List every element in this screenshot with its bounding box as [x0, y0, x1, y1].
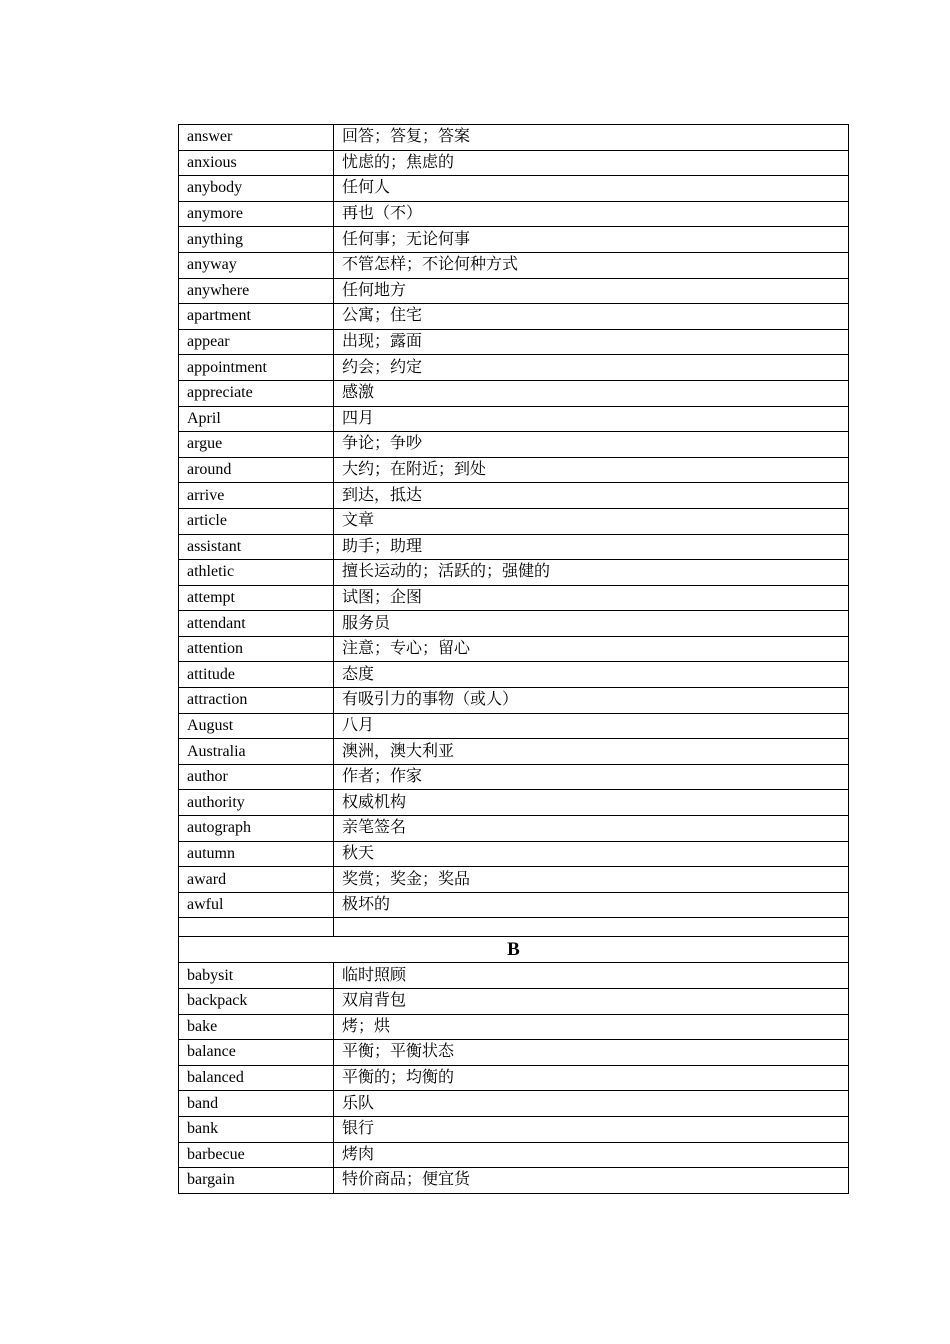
vocab-meaning: 特价商品；便宜货: [334, 1168, 849, 1194]
vocab-meaning: 双肩背包: [334, 989, 849, 1015]
vocabulary-table: [178, 124, 849, 1194]
vocab-word: anywhere: [179, 278, 334, 304]
vocab-word: bake: [179, 1014, 334, 1040]
vocab-meaning: 擅长运动的；活跃的；强健的: [334, 560, 849, 586]
vocab-row: [179, 457, 849, 483]
vocab-word: answer: [179, 125, 334, 151]
vocab-row: [179, 1040, 849, 1066]
vocab-meaning: 有吸引力的事物（或人）: [334, 688, 849, 714]
vocab-meaning: 再也（不）: [334, 201, 849, 227]
vocab-word: August: [179, 713, 334, 739]
vocab-row: [179, 841, 849, 867]
vocab-row: [179, 989, 849, 1015]
vocab-meaning: 大约；在附近；到处: [334, 457, 849, 483]
vocab-row: [179, 252, 849, 278]
vocab-word: April: [179, 406, 334, 432]
vocab-row: [179, 329, 849, 355]
vocab-row: [179, 713, 849, 739]
vocab-meaning: 权威机构: [334, 790, 849, 816]
vocab-word: anymore: [179, 201, 334, 227]
vocab-row: [179, 227, 849, 253]
vocab-meaning: 不管怎样；不论何种方式: [334, 252, 849, 278]
vocab-word: around: [179, 457, 334, 483]
vocab-meaning: 秋天: [334, 841, 849, 867]
vocab-word: apartment: [179, 304, 334, 330]
vocab-word: barbecue: [179, 1142, 334, 1168]
vocab-word: band: [179, 1091, 334, 1117]
blank-row: [179, 918, 849, 937]
vocab-meaning: 四月: [334, 406, 849, 432]
vocab-word: article: [179, 508, 334, 534]
vocab-row: [179, 534, 849, 560]
vocab-row: [179, 355, 849, 381]
vocab-word: anxious: [179, 150, 334, 176]
vocab-row: [179, 1065, 849, 1091]
vocab-meaning: 态度: [334, 662, 849, 688]
vocab-meaning: 约会；约定: [334, 355, 849, 381]
vocab-row: [179, 1091, 849, 1117]
vocab-meaning: 忧虑的；焦虑的: [334, 150, 849, 176]
vocab-word: Australia: [179, 739, 334, 765]
section-heading: B: [179, 937, 849, 963]
vocab-row: [179, 611, 849, 637]
vocab-meaning: 八月: [334, 713, 849, 739]
vocab-row: [179, 662, 849, 688]
vocab-row: [179, 790, 849, 816]
vocab-row: [179, 1168, 849, 1194]
vocab-word: anyway: [179, 252, 334, 278]
vocab-word: balance: [179, 1040, 334, 1066]
vocab-word: argue: [179, 432, 334, 458]
vocab-meaning: 出现；露面: [334, 329, 849, 355]
vocab-row: [179, 150, 849, 176]
vocab-meaning: 澳洲，澳大利亚: [334, 739, 849, 765]
vocab-word: appointment: [179, 355, 334, 381]
vocab-meaning: 感激: [334, 380, 849, 406]
vocab-word: autumn: [179, 841, 334, 867]
vocab-meaning: 回答；答复；答案: [334, 125, 849, 151]
vocab-row: [179, 406, 849, 432]
vocab-word: anybody: [179, 176, 334, 202]
vocab-row: [179, 508, 849, 534]
vocab-meaning: 平衡的；均衡的: [334, 1065, 849, 1091]
vocab-word: attitude: [179, 662, 334, 688]
vocab-word: assistant: [179, 534, 334, 560]
vocab-row: [179, 963, 849, 989]
vocab-word: bargain: [179, 1168, 334, 1194]
vocab-word: bank: [179, 1116, 334, 1142]
section-heading-row: [179, 937, 849, 963]
vocab-row: [179, 764, 849, 790]
vocab-word: attendant: [179, 611, 334, 637]
vocab-word: appreciate: [179, 380, 334, 406]
vocab-word: athletic: [179, 560, 334, 586]
vocab-row: [179, 432, 849, 458]
vocab-word: backpack: [179, 989, 334, 1015]
blank-cell: [334, 918, 849, 937]
vocab-word: babysit: [179, 963, 334, 989]
vocab-word: autograph: [179, 816, 334, 842]
vocab-meaning: 试图；企图: [334, 585, 849, 611]
blank-cell: [179, 918, 334, 937]
vocab-row: [179, 380, 849, 406]
vocab-row: [179, 739, 849, 765]
vocab-word: arrive: [179, 483, 334, 509]
vocab-row: [179, 1142, 849, 1168]
vocab-row: [179, 688, 849, 714]
vocab-word: award: [179, 867, 334, 893]
vocab-row: [179, 176, 849, 202]
vocab-word: balanced: [179, 1065, 334, 1091]
vocab-meaning: 极坏的: [334, 892, 849, 918]
vocab-row: [179, 201, 849, 227]
vocab-word: awful: [179, 892, 334, 918]
vocab-row: [179, 304, 849, 330]
vocab-row: [179, 585, 849, 611]
vocab-meaning: 临时照顾: [334, 963, 849, 989]
vocab-meaning: 助手；助理: [334, 534, 849, 560]
vocab-word: author: [179, 764, 334, 790]
vocab-row: [179, 483, 849, 509]
vocab-meaning: 任何人: [334, 176, 849, 202]
vocab-row: [179, 1014, 849, 1040]
vocab-meaning: 平衡；平衡状态: [334, 1040, 849, 1066]
vocab-word: attraction: [179, 688, 334, 714]
vocab-meaning: 亲笔签名: [334, 816, 849, 842]
vocabulary-table-body: [179, 125, 849, 1194]
vocab-row: [179, 560, 849, 586]
vocab-meaning: 奖赏；奖金；奖品: [334, 867, 849, 893]
vocab-meaning: 任何事；无论何事: [334, 227, 849, 253]
vocab-word: authority: [179, 790, 334, 816]
vocab-meaning: 作者；作家: [334, 764, 849, 790]
vocab-meaning: 争论；争吵: [334, 432, 849, 458]
vocab-row: [179, 892, 849, 918]
vocab-meaning: 乐队: [334, 1091, 849, 1117]
vocab-word: anything: [179, 227, 334, 253]
vocab-meaning: 任何地方: [334, 278, 849, 304]
vocab-row: [179, 816, 849, 842]
vocab-meaning: 文章: [334, 508, 849, 534]
vocab-meaning: 烤；烘: [334, 1014, 849, 1040]
vocab-meaning: 烤肉: [334, 1142, 849, 1168]
vocab-row: [179, 1116, 849, 1142]
vocab-word: attention: [179, 636, 334, 662]
vocab-row: [179, 278, 849, 304]
vocab-row: [179, 636, 849, 662]
vocab-meaning: 服务员: [334, 611, 849, 637]
vocab-row: [179, 125, 849, 151]
vocab-meaning: 银行: [334, 1116, 849, 1142]
vocab-word: attempt: [179, 585, 334, 611]
vocab-word: appear: [179, 329, 334, 355]
vocab-meaning: 公寓；住宅: [334, 304, 849, 330]
vocab-meaning: 到达，抵达: [334, 483, 849, 509]
vocab-row: [179, 867, 849, 893]
vocab-meaning: 注意；专心；留心: [334, 636, 849, 662]
